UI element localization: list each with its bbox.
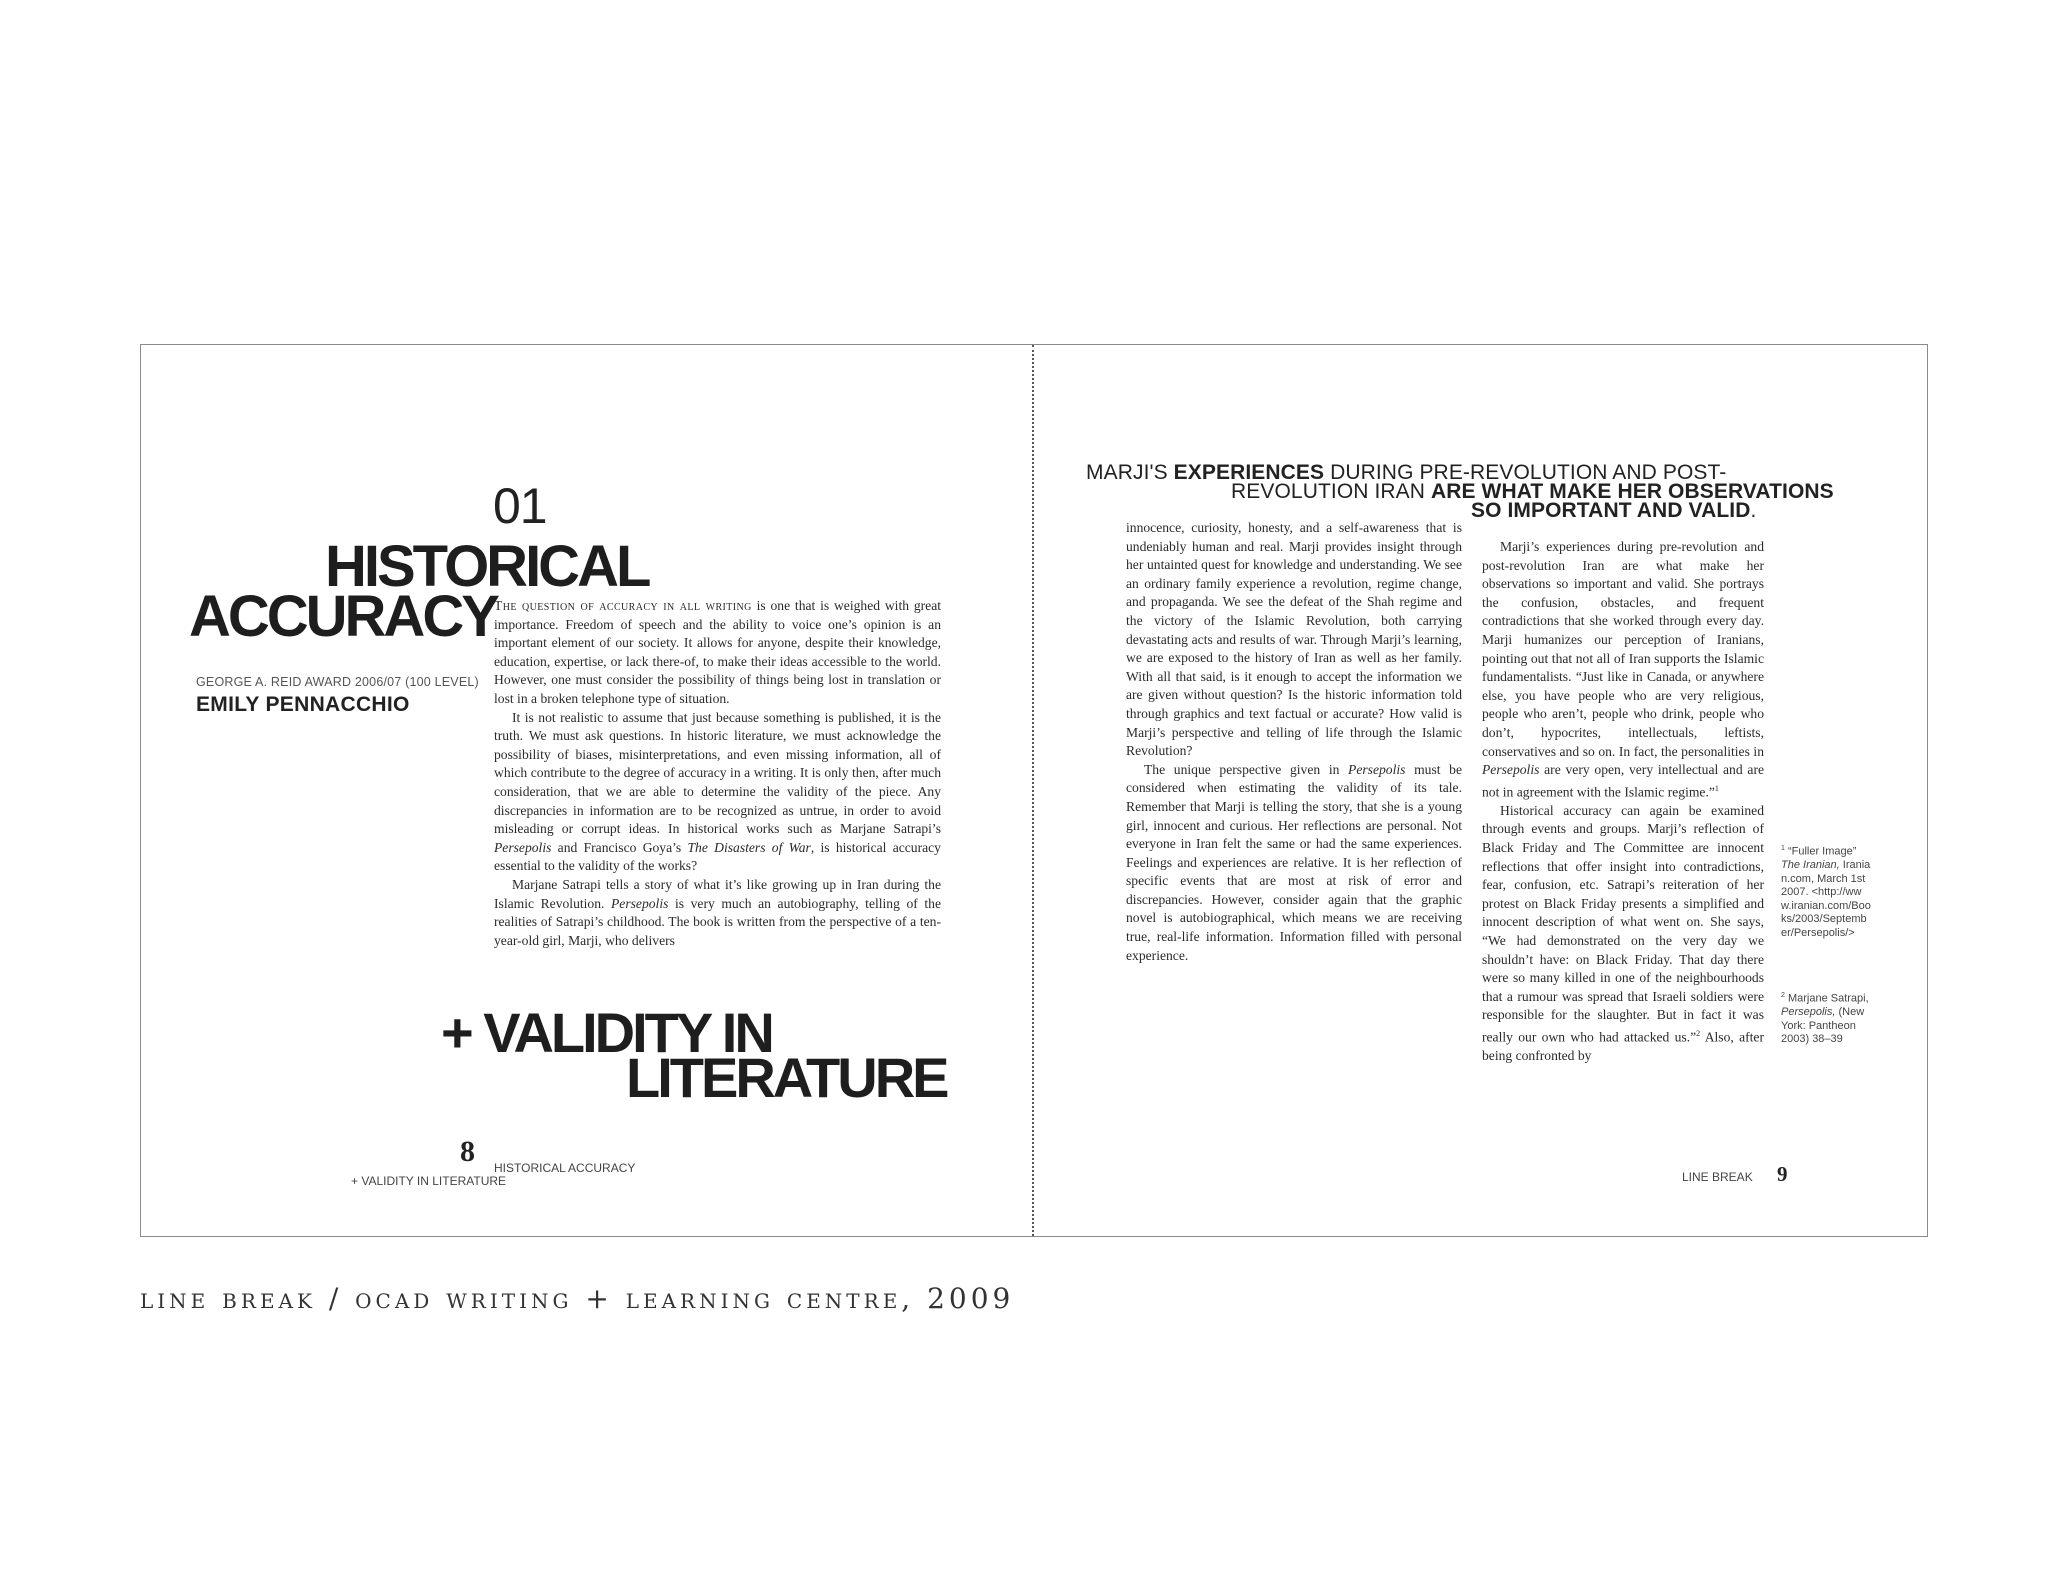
author-name: EMILY PENNACCHIO	[196, 693, 410, 716]
book-title: Persepolis	[1348, 761, 1406, 777]
pull-quote-text: DURING PRE-REVOLUTION AND POST-	[1324, 461, 1727, 484]
running-head-left-1: HISTORICAL ACCURACY	[494, 1161, 636, 1175]
pull-quote	[1086, 463, 1858, 520]
body-paragraph	[1482, 538, 1764, 802]
pull-quote-text: REVOLUTION IRAN	[1231, 480, 1431, 503]
page-number-right: 9	[1777, 1162, 1788, 1186]
pull-quote-emphasis: SO IMPORTANT AND VALID	[1471, 499, 1751, 522]
book-title: Persepolis	[611, 895, 669, 911]
footnote-source: Persepolis,	[1781, 1006, 1836, 1019]
body-paragraph	[494, 709, 941, 876]
paragraph-text: must be considered when estimating the validity of its tale. Remember that Marji is telling the story, that she is a young girl, innocent and curious. Her reflections are personal. Not everyone in Iran felt the same or had the same experiences. Feelings and experiences are relative. It is her reflection of specific events that are most at risk of error and discrepancies. However, consider again that the graphic novel is autobiographical, which means we are receiving true, real-life information. Information filled with personal experience.	[1126, 761, 1462, 963]
paragraph-text: It is not realistic to assume that just because something is published, it is the truth. We must ask questions. In historic literature, we must acknowledge the possibility of biases, misinterpretations, and even missing information, all of which contribute to the degree of accuracy in a writing. It is only then, after much consideration, that we are able to determine the validity of the piece. Any discrepancies in information are to be recognized as untrue, in order to avoid misleading or corrupt ideas. In historical works such as Marjane Satrapi’s	[494, 709, 941, 837]
paragraph-text: is very much an autobiography, telling of the realities of Satrapi’s childhood. The book is written from the perspective of a ten-year-old girl, Marji, who delivers	[494, 895, 941, 948]
section-number: 01	[493, 478, 547, 534]
paragraph-text: , is historical accuracy essential to the validity of the works?	[494, 839, 941, 874]
pull-quote-text: .	[1750, 499, 1757, 522]
footnote-marker: 2	[1696, 1028, 1701, 1038]
subtitle-line-literature: LITERATURE	[626, 1046, 947, 1109]
body-paragraph: innocence, curiosity, honesty, and a self-awareness that is undeniably human and real. Marji provides insight through her untainted quest for knowledge and understanding. We see an ordinary family experience a revolution, regime change, and propaganda. We see the defeat of the Shah regime and the victory of the Islamic Revolution, both carrying devastating acts and results of war. Through Marji’s learning, we are exposed to the history of Iran as well as her family. With all that said, is it enough to accept the information we are given without question? Is the historic information told through graphics and text factual or accurate? How valid is Marji’s perspective and telling of life through the Islamic Revolution?	[1126, 520, 1462, 759]
footnote-marker: 1	[1714, 783, 1719, 793]
footnote-text: “Fuller Image”	[1784, 845, 1857, 858]
footnote-2	[1781, 989, 1871, 1047]
body-paragraph	[494, 597, 941, 709]
pull-quote-line	[1086, 501, 1858, 520]
lead-in-text: The question of accuracy in all writing	[494, 598, 752, 613]
right-body-column-1	[1126, 519, 1462, 965]
footnote-text: Marjane Satrapi,	[1784, 992, 1869, 1005]
body-paragraph	[1126, 761, 1462, 966]
paragraph-text: are very open, very intellectual and are not in agreement with the Islamic regime.”	[1482, 762, 1764, 800]
paragraph-text: Marji’s experiences during pre-revolution and post-revolution Iran are what make her observations so important and valid. She portrays the confusion, obstacles, and frequent contradictions that she worked through every day. Marji humanizes our perception of Iranians, pointing out that not all of Iran supports the Islamic fundamentalists. “Just like in Canada, or anywhere else, you have people who are very religious, people who aren’t, people who drink, people who don’t, hypocrites, intellectuals, leftists, conservatives and so on. In fact, the personalities in	[1482, 539, 1764, 759]
body-paragraph	[1482, 802, 1764, 1066]
paragraph-text: Marjane Satrapi tells a story of what it’s like growing up in Iran during the Islamic Revolution.	[494, 876, 941, 911]
pull-quote-emphasis: ARE WHAT MAKE HER OBSERVATIONS	[1430, 480, 1834, 503]
subtitle-line-validity: + VALIDITY IN	[441, 1001, 772, 1064]
footnote-text: (New York: Pantheon 2003) 38–39	[1781, 1006, 1865, 1046]
paragraph-text: Also, after being confronted by	[1482, 1029, 1764, 1064]
paragraph-text: and Francisco Goya’s	[551, 839, 688, 855]
footnote-number: 1	[1781, 845, 1785, 852]
running-head-right: LINE BREAK	[1682, 1170, 1753, 1184]
page-fold-divider	[1032, 345, 1034, 1236]
book-title: The Disasters of War	[687, 839, 811, 855]
footnote-text: Iranian.com, March 1st 2007. <http://www.iranian.com/Books/2003/September/Persepolis/>	[1781, 859, 1871, 939]
paragraph-text: Historical accuracy can again be examined through events and groups. Marji’s reflection of Black Friday and The Committee are innocent reflections that offer insight into contradictions, fear, confusion, etc. Satrapi’s reiteration of her protest on Black Friday presents a simplified and innocent description of what went on. She says, “We had demonstrated on the very day we shouldn’t have: on Black Friday. That day there were so many killed in one of the neighbourhoods that a rumour was spread that Israeli soldiers were responsible for the slaughter. But in fact it was really our own who had attacked us.”	[1482, 802, 1764, 1045]
left-body-column	[494, 597, 941, 950]
footnote-1	[1781, 842, 1871, 940]
book-title: Persepolis	[494, 839, 552, 855]
book-spread	[140, 344, 1928, 1237]
pull-quote-emphasis: EXPERIENCES	[1173, 461, 1325, 484]
spread-caption: line break / ocad writing + learning centre, 2009	[140, 1282, 1015, 1315]
award-label: GEORGE A. REID AWARD 2006/07 (100 LEVEL)	[196, 675, 479, 689]
paragraph-text: The unique perspective given in	[1144, 761, 1349, 777]
right-body-column-2	[1482, 538, 1764, 1066]
running-head-left-2: + VALIDITY IN LITERATURE	[351, 1174, 507, 1188]
title-line-accuracy: ACCURACY	[189, 584, 497, 649]
footnote-number: 2	[1781, 992, 1785, 999]
body-paragraph	[494, 876, 941, 950]
footnote-source: The Iranian,	[1781, 859, 1840, 872]
book-title: Persepolis	[1482, 762, 1540, 778]
paragraph-text: is one that is weighed with great importance. Freedom of speech and the ability to voice one’s opinion is an important element of our society. It allows for anyone, despite their knowledge, education, expertise, or lack there-of, to make their ideas accessible to the world. However, one must consider the possibility of things being lost in translation or lost in a broken telephone type of situation.	[494, 598, 942, 706]
pull-quote-text: MARJI'S	[1086, 461, 1174, 484]
page-number-left: 8	[460, 1135, 475, 1168]
title-line-historical: HISTORICAL	[325, 534, 649, 599]
